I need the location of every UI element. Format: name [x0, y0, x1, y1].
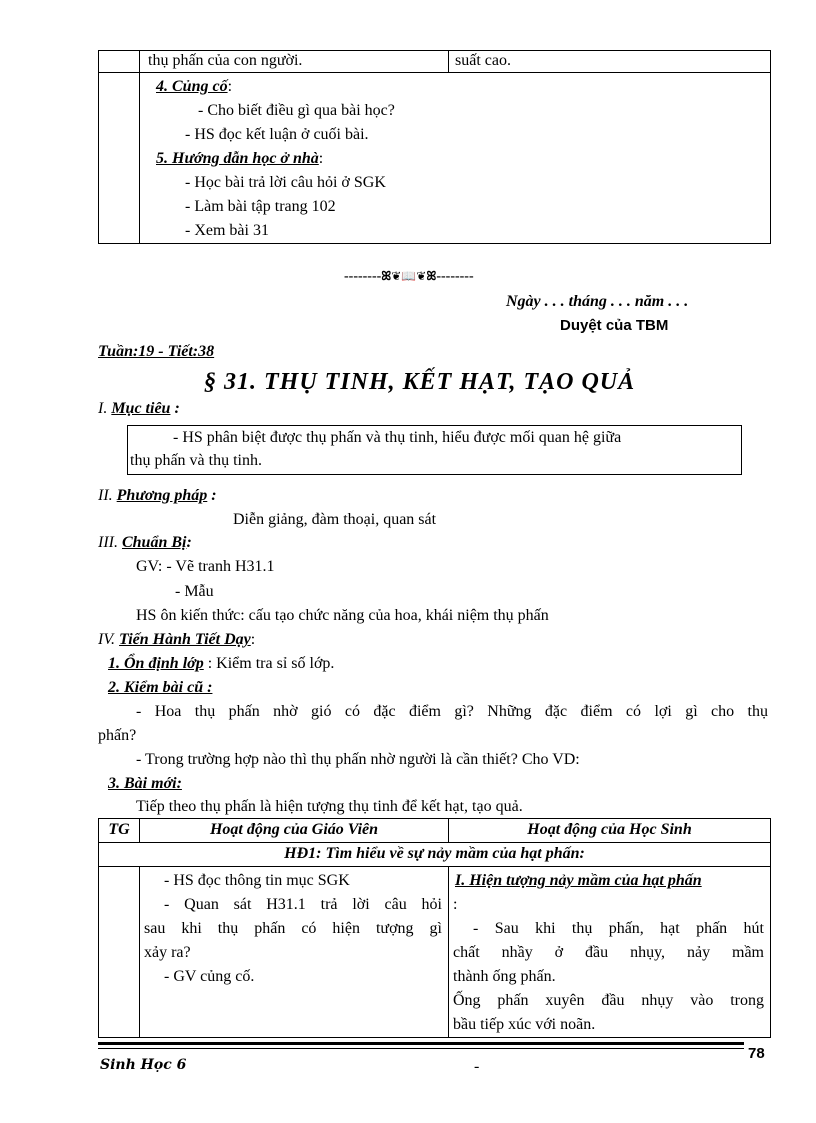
teacher-activity-line: sau khi thụ phấn có hiện tượng gì: [144, 920, 442, 937]
teacher-activity-line: xảy ra?: [144, 944, 191, 961]
approval-date: Ngày . . . tháng . . . năm . . .: [506, 293, 689, 310]
homework-item: - Học bài trả lời câu hỏi ở SGK: [185, 174, 386, 191]
student-activity-line: :: [453, 896, 458, 913]
row1-right-text: suất cao.: [455, 52, 511, 69]
ornament-divider: --------ꕤ❦📖❦ꕤ--------: [344, 269, 474, 284]
lesson-title: § 31. THỤ TINH, KẾT HẠT, TẠO QUẢ: [204, 369, 636, 395]
consolidation-heading: 4. Củng cố:: [156, 78, 233, 95]
method-content: Diễn giảng, đàm thoại, quan sát: [233, 511, 437, 528]
teacher-activity-cell: [140, 867, 449, 1038]
header-teacher: Hoạt động của Giáo Viên: [140, 819, 449, 843]
tg-cell: [99, 73, 140, 244]
gv-preparation: GV: - Vẽ tranh H31.1: [136, 558, 275, 575]
objectives-box: [127, 425, 742, 475]
header-tg: TG: [99, 819, 140, 843]
section-preparation-heading: III. Chuẩn Bị:: [98, 534, 192, 551]
objectives-line: thụ phấn và thụ tinh.: [130, 452, 262, 469]
footer-rule: [98, 1042, 744, 1049]
week-lesson-line: Tuần:19 - Tiết:38: [98, 343, 215, 360]
gv-preparation-item: - Mẫu: [175, 583, 214, 600]
student-cell: [449, 51, 771, 73]
student-activity-cell: [449, 867, 771, 1038]
summary-cell: [140, 73, 771, 244]
homework-item: - Làm bài tập trang 102: [185, 198, 336, 215]
homework-heading: 5. Hướng dẫn học ở nhà:: [156, 150, 324, 167]
row1-left-text: thụ phấn của con người.: [148, 52, 303, 69]
student-heading: I. Hiện tượng nảy mầm của hạt phấn: [455, 872, 702, 889]
homework-item: - Xem bài 31: [185, 222, 269, 239]
page-number: 78: [748, 1045, 765, 1062]
review-question-1: - Hoa thụ phấn nhờ gió có đặc điểm gì? Những đặc điểm có lợi gì cho thụ: [136, 703, 768, 720]
review-question-2: - Trong trường hợp nào thì thụ phấn nhờ người là cần thiết? Cho VD:: [136, 751, 580, 768]
step-new-lesson-heading: 3. Bài mới:: [108, 775, 182, 792]
new-lesson-intro: Tiếp theo thụ phấn là hiện tượng thụ tinh để kết hạt, tạo quả.: [136, 798, 523, 815]
footer-dash: -: [474, 1058, 480, 1075]
student-activity-line: chất nhầy ở đầu nhụy, nảy mầm: [453, 944, 764, 961]
tg-cell: [99, 51, 140, 73]
approval-signer: Duyệt của TBM: [560, 317, 669, 334]
step-class-stabilization: 1. Ổn định lớp : Kiểm tra sỉ số lớp.: [108, 655, 335, 672]
student-activity-line: Ống phấn xuyên đầu nhụy vào trong: [453, 992, 764, 1009]
teacher-activity-line: - HS đọc thông tin mục SGK: [164, 872, 350, 889]
activity-title: HĐ1: Tìm hiểu về sự nảy mầm của hạt phấn:: [99, 843, 771, 867]
objectives-line: - HS phân biệt được thụ phấn và thụ tinh, hiểu được mối quan hệ giữa: [173, 429, 622, 446]
consolidation-item: - HS đọc kết luận ở cuối bài.: [185, 126, 369, 143]
tg-cell: [99, 867, 140, 1038]
section-method-heading: II. Phương pháp :: [98, 487, 217, 504]
section-objectives-heading: I. Mục tiêu :: [98, 400, 180, 417]
consolidation-item: - Cho biết điều gì qua bài học?: [198, 102, 395, 119]
student-activity-line: thành ống phấn.: [453, 968, 556, 985]
step-review-heading: 2. Kiểm bài cũ :: [108, 679, 213, 696]
section-procedure-heading: IV. Tiến Hành Tiết Dạy:: [98, 631, 256, 648]
student-activity-line: - Sau khi thụ phấn, hạt phấn hút: [473, 920, 764, 937]
review-question-1-cont: phấn?: [98, 727, 137, 744]
continuation-table: [98, 50, 771, 244]
teacher-cell: [140, 51, 449, 73]
header-student: Hoạt động của Học Sinh: [449, 819, 771, 843]
ornament-icon: ꕤ❦📖❦ꕤ: [381, 269, 437, 283]
teacher-activity-line: - Quan sát H31.1 trả lời câu hỏi: [164, 896, 442, 913]
footer-subject: Sinh Học 6: [100, 1057, 187, 1073]
student-activity-line: bầu tiếp xúc với noãn.: [453, 1016, 596, 1033]
hs-preparation: HS ôn kiến thức: cấu tạo chức năng của hoa, khái niệm thụ phấn: [136, 607, 549, 624]
activity-table: [98, 818, 771, 1038]
teacher-activity-line: - GV củng cố.: [164, 968, 255, 985]
